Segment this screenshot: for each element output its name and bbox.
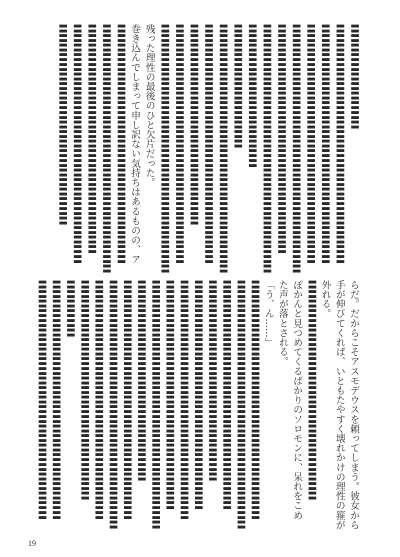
- text-line: 〓〓〓〓〓〓〓〓〓〓〓〓〓〓〓〓〓〓〓〓〓〓〓〓〓: [49, 280, 61, 520]
- text-line: 〓〓〓〓〓〓〓〓〓〓〓〓〓〓〓〓〓〓〓〓〓〓〓〓〓〓: [234, 280, 246, 530]
- page-number: 19: [28, 539, 36, 548]
- text-line: 〓〓〓〓〓〓〓〓〓〓〓〓〓〓〓〓〓〓〓〓〓〓〓〓〓: [92, 280, 104, 520]
- text-line: らだ。だからこそアスモデウスを頼ってしまう。彼女から: [348, 280, 359, 530]
- text-line: 手が伸びてくれば、いともたやすく壊れかけの理性の箍が: [333, 280, 345, 530]
- text-line: 〓〓〓〓〓〓〓〓〓〓〓〓〓〓〓〓〓〓〓〓〓〓〓〓〓: [202, 24, 214, 264]
- text-line: 〓〓〓〓〓〓〓〓〓〓〓〓〓〓〓〓〓〓〓〓〓: [134, 280, 146, 482]
- text-line: 〓〓〓〓〓〓〓〓〓〓〓〓〓〓〓〓〓〓〓〓〓: [56, 24, 68, 226]
- text-line: 〓〓〓〓〓〓〓〓〓〓〓〓〓〓〓〓〓〓〓〓〓〓〓〓: [220, 280, 232, 511]
- text-line: 〓〓〓〓〓〓〓〓〓〓〓〓〓〓〓〓〓〓〓〓〓〓〓〓〓〓: [289, 24, 301, 274]
- text-line: 残った理性の最後のひと欠片だった。: [143, 24, 155, 188]
- text-line: 〓〓〓〓〓〓〓〓〓〓〓〓〓〓〓〓〓〓〓〓〓〓〓〓〓: [120, 280, 132, 520]
- text-line: 〓〓〓〓〓〓〓〓〓〓〓〓〓〓〓〓〓〓〓〓〓: [187, 24, 199, 226]
- text-line: 〓〓〓〓〓〓〓〓〓〓〓〓〓〓〓〓〓〓〓〓〓〓〓〓〓: [35, 280, 47, 520]
- text-line: 〓〓〓〓〓〓〓〓〓〓〓〓〓〓〓〓〓〓〓〓〓〓〓〓〓: [248, 280, 260, 520]
- text-line: 〓〓〓〓〓〓〓〓〓〓〓〓〓〓〓〓〓〓〓〓〓〓〓〓〓〓: [149, 280, 161, 530]
- text-line: 「う、ん……」: [262, 280, 274, 348]
- text-line: 〓〓〓〓〓〓: [63, 280, 75, 338]
- text-line: 〓〓〓〓〓〓〓〓〓〓〓〓〓〓〓〓〓〓〓〓〓〓〓〓〓: [318, 24, 330, 264]
- text-line: 〓〓〓〓〓〓〓〓〓〓〓〓〓〓〓〓〓〓〓〓〓〓〓〓〓〓: [158, 24, 170, 274]
- text-line: 〓〓〓〓〓〓〓〓〓〓〓〓〓〓〓〓〓〓〓〓〓〓〓〓: [163, 280, 175, 511]
- upper-text-tier: [50, 24, 360, 276]
- text-line: 〓〓〓〓〓〓〓〓〓〓〓〓〓: [231, 24, 243, 149]
- text-line: ぽかんと見つめてくるばかりのソロモンに、呆れをこめ: [291, 280, 303, 520]
- text-line: 〓〓〓〓〓〓〓〓〓〓〓〓〓〓〓〓〓〓〓〓〓〓〓〓: [191, 280, 203, 511]
- text-line: 〓〓〓〓〓〓〓〓〓〓〓〓〓〓〓〓〓〓〓〓〓〓〓: [78, 280, 90, 501]
- text-line: 〓〓〓〓〓〓〓〓〓〓〓〓〓〓〓〓〓〓〓〓〓〓〓〓〓〓: [99, 24, 111, 274]
- text-line: 〓〓〓〓〓〓〓〓〓〓〓〓〓〓〓〓〓〓〓〓〓〓〓〓〓: [114, 24, 126, 264]
- text-line: 巻き込んでしまって申し訳ない気持ちはあるものの、ア: [129, 24, 141, 264]
- text-line: 〓〓〓〓〓〓〓〓〓〓〓〓〓〓〓〓〓〓〓〓〓〓〓〓〓: [177, 280, 189, 520]
- text-line: 〓〓〓〓〓〓〓〓〓〓〓〓〓〓〓〓〓〓〓〓〓〓〓〓〓〓: [216, 24, 228, 274]
- text-line: 〓〓〓〓〓〓〓〓〓〓〓〓〓〓〓〓〓〓〓〓〓: [205, 280, 217, 482]
- text-line: 外れる。: [319, 280, 331, 319]
- text-line: た声が落とされる。: [276, 280, 288, 367]
- text-line: 〓〓〓〓〓〓〓〓〓〓〓〓〓〓〓〓〓〓〓〓〓〓〓〓〓: [304, 24, 316, 264]
- lower-text-tier: [30, 280, 360, 534]
- text-line: 〓〓〓〓〓〓〓〓〓〓〓: [348, 24, 359, 130]
- text-line: 〓〓〓〓〓〓〓〓〓〓〓〓〓〓〓〓〓〓〓〓〓〓〓〓〓: [70, 24, 82, 264]
- text-line: 〓〓〓〓〓〓〓〓〓〓〓〓〓〓〓〓〓〓〓〓〓〓〓〓: [275, 24, 287, 255]
- text-line: 〓〓〓〓〓〓〓〓〓〓〓〓〓〓〓〓〓〓〓〓〓〓〓〓〓〓: [106, 280, 118, 530]
- text-line: 〓〓〓〓〓〓〓〓〓〓〓〓〓〓〓〓〓〓〓〓〓〓〓〓: [85, 24, 97, 255]
- text-line: 〓〓〓〓〓〓〓〓〓〓〓〓〓〓〓〓〓〓〓〓〓〓〓〓〓: [333, 24, 345, 264]
- text-line: 〓〓〓〓〓〓〓〓〓〓〓〓〓〓〓〓〓〓〓〓〓〓〓: [305, 280, 317, 501]
- text-line: 〓〓〓〓〓〓〓〓〓〓〓〓〓〓〓: [245, 24, 257, 168]
- text-line: 〓〓〓〓〓〓〓〓〓〓〓〓〓〓〓〓〓〓〓〓〓〓〓〓〓〓: [260, 24, 272, 274]
- text-line: 〓〓〓〓〓〓〓〓〓〓〓〓〓〓〓〓〓〓〓〓〓〓〓〓〓: [172, 24, 184, 264]
